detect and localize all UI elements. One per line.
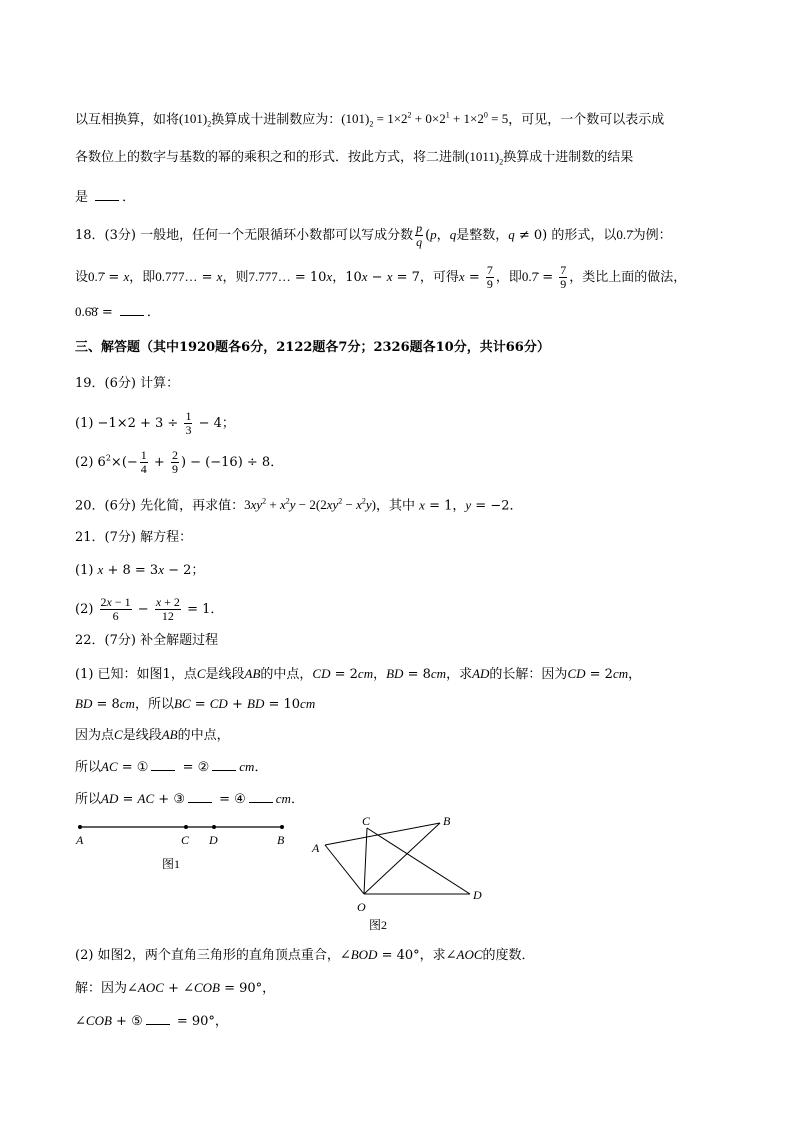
blank-5[interactable]	[146, 1012, 170, 1025]
q22-line8: ∠COB + ⑤ = 90°，	[75, 1013, 228, 1029]
fig1-label-b: B	[277, 833, 285, 847]
q22-line6: (2) 如图2，两个直角三角形的直角顶点重合，∠BOD = 40°，求∠AOC的度数．	[75, 947, 535, 963]
fig1-caption: 图1	[162, 857, 181, 871]
q21-part1: (1) x + 8 = 3x − 2；	[75, 562, 205, 578]
fig2-caption: 图2	[369, 918, 388, 932]
q22-head: 22．(7分) 补全解题过程	[75, 633, 219, 648]
q17-answer-blank[interactable]	[95, 188, 119, 201]
figure-1	[70, 815, 300, 875]
blank-3[interactable]	[188, 790, 212, 803]
figure-2	[305, 810, 495, 935]
q22-line3: 因为点C是线段AB的中点，	[75, 727, 230, 743]
point-d	[212, 825, 216, 829]
fig2-label-c: C	[362, 814, 371, 828]
q17-line3: 是 ．	[75, 190, 136, 205]
line-ab	[325, 823, 440, 845]
line-cd	[367, 828, 470, 894]
blank-1[interactable]	[151, 758, 175, 771]
q22-line4: 所以AC = ① = ② cm．	[75, 759, 268, 775]
blank-4[interactable]	[249, 790, 273, 803]
q18-line3: 0.6̇8̇ = ．	[75, 304, 160, 320]
point-c	[184, 825, 188, 829]
point-a	[78, 825, 82, 829]
fig1-label-d: D	[209, 833, 218, 847]
fig2-label-o: O	[357, 900, 366, 914]
fig1-label-c: C	[181, 833, 190, 847]
q17-line1: 以互相换算，如将$(101)_2$换算成十进制数应为：$(101)_2 = 1\times 2^2 + 0\times 2^1 + 1\times 2^0 = 5$，可见，一个数可以表示成	[75, 111, 665, 129]
q19-part2: (2) $6^2\times(-$ $\frac{1}{4}$ + $\frac{2}{9}$ ) − (−16) ÷ 8．	[75, 448, 284, 476]
fig2-label-b: B	[443, 814, 451, 828]
q19-part1: (1) −1×2 + 3 ÷ $\frac{1}{3}$ − 4；	[75, 409, 235, 437]
q22-line2: BD = 8cm，所以BC = CD + BD = 10cm	[75, 696, 316, 712]
q22-line5: 所以AD = AC + ③ = ④ cm．	[75, 791, 304, 807]
q22-line1: (1) 已知：如图1，点C是线段AB的中点，CD = 2cm，BD = 8cm，求AD的长解：因为CD = 2cm，	[75, 666, 642, 682]
line-ao	[325, 845, 364, 894]
q20-line: 20．(6分) 先化简，再求值：$3xy^2 + x^2y - 2(2xy^2 - x^2y)$，其中 x = 1，y = −2．	[75, 497, 523, 514]
point-b	[280, 825, 284, 829]
q17-line2: 各数位上的数字与基数的幂的乘积之和的形式．按此方式，将二进制$(1011)_2$换算成十进制数的结果	[75, 149, 634, 167]
fig1-label-a: A	[76, 833, 84, 847]
fig2-label-a: A	[312, 841, 320, 855]
q18-line1: 18．(3分) 一般地，任何一个无限循环小数都可以写成分数 $\frac{p}{q}$ (p，q是整数，q ≠ 0) 的形式，以0.7̇为例：	[75, 221, 672, 249]
blank-2[interactable]	[212, 758, 236, 771]
q21-head: 21．(7分) 解方程：	[75, 530, 193, 545]
fig2-label-d: D	[473, 888, 482, 902]
q22-line7: 解：因为∠AOC + ∠COB = 90°，	[75, 980, 276, 996]
q18-answer-blank[interactable]	[120, 303, 144, 316]
section-3-heading: 三、解答题（其中1920题各6分，2122题各7分；2326题各10分，共计66分）	[75, 340, 550, 355]
q21-part2: (2) $\frac{2x - 1}{6}$ − $\frac{x + 2}{12}$ = 1．	[75, 595, 224, 623]
q18-line2: 设0.7̇ = x，即0.777… = x，则7.777… = 10x，10x − x = 7，可得x = $\frac{7}{9}$ ，即0.7̇ = $\frac{7}{9}$ ，类比上面的做法，	[75, 263, 687, 291]
q19-head: 19．(6分) 计算：	[75, 376, 180, 391]
